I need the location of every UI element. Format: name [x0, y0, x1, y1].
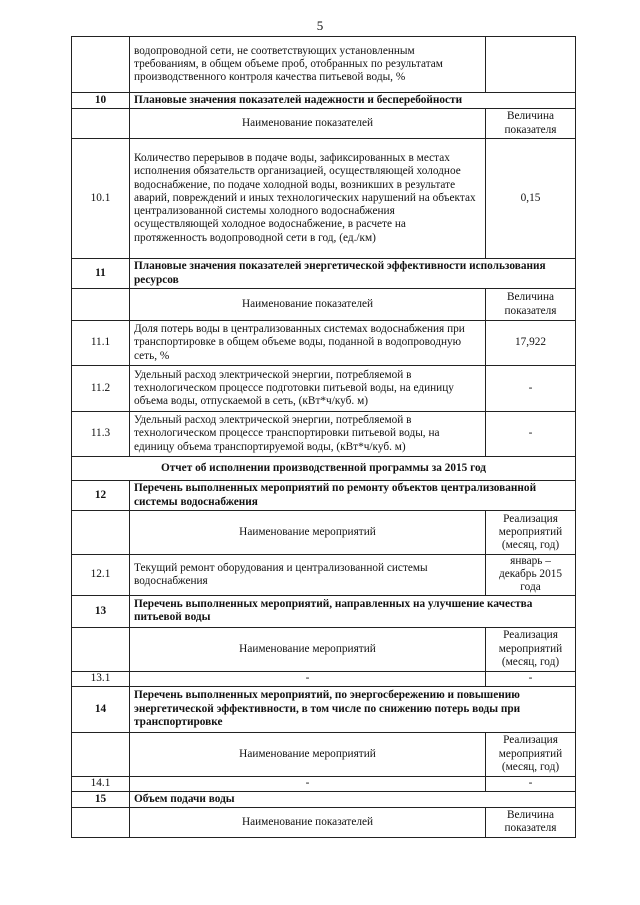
row-number: 11.1: [72, 321, 130, 366]
section-number: 14: [72, 686, 130, 732]
section-number: 15: [72, 791, 130, 807]
report-header-row: [72, 457, 576, 481]
row-number: [72, 732, 130, 776]
activity-name: Текущий ремонт оборудования и централизованной системы водоснабжения: [130, 555, 486, 596]
indicator-value: [486, 37, 576, 93]
row-number: [72, 807, 130, 837]
indicator-name: Доля потерь воды в централизованных системах водоснабжения при транспортировке в общем объеме воды, поданной в водопроводную сеть, %: [130, 321, 486, 366]
indicator-name: Количество перерывов в подаче воды, зафиксированных в местах исполнения обязательств организацией, осуществляющей холодное водоснабжение, по подаче холодной воды, возникших в результате аварий, повреждений и иных технологических нарушений на объектах централизованной системы холодного водоснабжения осуществляющей холодное водоснабжение, в расчете на протяженность водопроводной сети в год, (ед./км): [130, 139, 486, 259]
column-header-row: [72, 627, 576, 671]
section-title: Перечень выполненных мероприятий, по энергосбережению и повышению энергетической эффективности, в том числе по снижению потерь воды при транспортировке: [130, 686, 576, 732]
row-number: [72, 627, 130, 671]
row-number: [72, 511, 130, 555]
section-number: 12: [72, 481, 130, 511]
table-row: [72, 139, 576, 259]
indicator-name: водопроводной сети, не соответствующих установленным требованиям, в общем объеме проб, отобранных по результатам производственного контроля качества питьевой воды, %: [130, 37, 486, 93]
indicator-value: -: [486, 412, 576, 457]
row-number: [72, 289, 130, 321]
table-row: [72, 555, 576, 596]
section-title: Плановые значения показателей надежности и бесперебойности: [130, 93, 576, 109]
section-title: Плановые значения показателей энергетической эффективности использования ресурсов: [130, 259, 576, 289]
row-number: 10.1: [72, 139, 130, 259]
section-number: 10: [72, 93, 130, 109]
row-number: 11.2: [72, 366, 130, 412]
section-title: Перечень выполненных мероприятий, направленных на улучшение качества питьевой воды: [130, 595, 576, 627]
table-row: [72, 321, 576, 366]
section-title: Перечень выполненных мероприятий по ремонту объектов централизованной системы водоснабжения: [130, 481, 576, 511]
indicators-table: [71, 36, 576, 838]
row-number: 13.1: [72, 671, 130, 686]
table-row: [72, 366, 576, 412]
column-header-name: Наименование показателей: [130, 289, 486, 321]
row-number: 14.1: [72, 776, 130, 791]
row-number: [72, 37, 130, 93]
page-number: 5: [316, 18, 324, 33]
column-header-row: [72, 289, 576, 321]
column-header-value: Величина показателя: [486, 807, 576, 837]
column-header-name: Наименование мероприятий: [130, 627, 486, 671]
activity-period: -: [486, 776, 576, 791]
column-header-name: Наименование показателей: [130, 807, 486, 837]
row-number: 11.3: [72, 412, 130, 457]
activity-period: -: [486, 671, 576, 686]
table-row: [72, 671, 576, 686]
activity-name: -: [130, 776, 486, 791]
section-row-11: [72, 259, 576, 289]
indicator-value: 0,15: [486, 139, 576, 259]
section-row-10: [72, 93, 576, 109]
column-header-name: Наименование мероприятий: [130, 511, 486, 555]
column-header-value: Реализация мероприятий (месяц, год): [486, 511, 576, 555]
column-header-value: Реализация мероприятий (месяц, год): [486, 732, 576, 776]
section-row-13: [72, 595, 576, 627]
activity-period: январь – декабрь 2015 года: [486, 555, 576, 596]
column-header-name: Наименование показателей: [130, 109, 486, 139]
activity-name: -: [130, 671, 486, 686]
table-row: [72, 776, 576, 791]
column-header-row: [72, 109, 576, 139]
row-number: 12.1: [72, 555, 130, 596]
column-header-row: [72, 732, 576, 776]
section-row-12: [72, 481, 576, 511]
section-row-14: [72, 686, 576, 732]
indicator-name: Удельный расход электрической энергии, потребляемой в технологическом процессе транспортировки питьевой воды, на единицу объема транспортируемой воды, (кВт*ч/куб. м): [130, 412, 486, 457]
table-row: [72, 412, 576, 457]
indicator-value: -: [486, 366, 576, 412]
indicator-name: Удельный расход электрической энергии, потребляемой в технологическом процессе подготовки питьевой воды, на единицу объема воды, отпускаемой в сеть, (кВт*ч/куб. м): [130, 366, 486, 412]
indicator-value: 17,922: [486, 321, 576, 366]
section-title: Объем подачи воды: [130, 791, 576, 807]
section-number: 11: [72, 259, 130, 289]
column-header-value: Величина показателя: [486, 289, 576, 321]
section-row-15: [72, 791, 576, 807]
report-title: Отчет об исполнении производственной программы за 2015 год: [72, 457, 576, 481]
column-header-name: Наименование мероприятий: [130, 732, 486, 776]
column-header-row: [72, 511, 576, 555]
table-row: [72, 37, 576, 93]
column-header-value: Реализация мероприятий (месяц, год): [486, 627, 576, 671]
section-number: 13: [72, 595, 130, 627]
column-header-row: [72, 807, 576, 837]
row-number: [72, 109, 130, 139]
column-header-value: Величина показателя: [486, 109, 576, 139]
